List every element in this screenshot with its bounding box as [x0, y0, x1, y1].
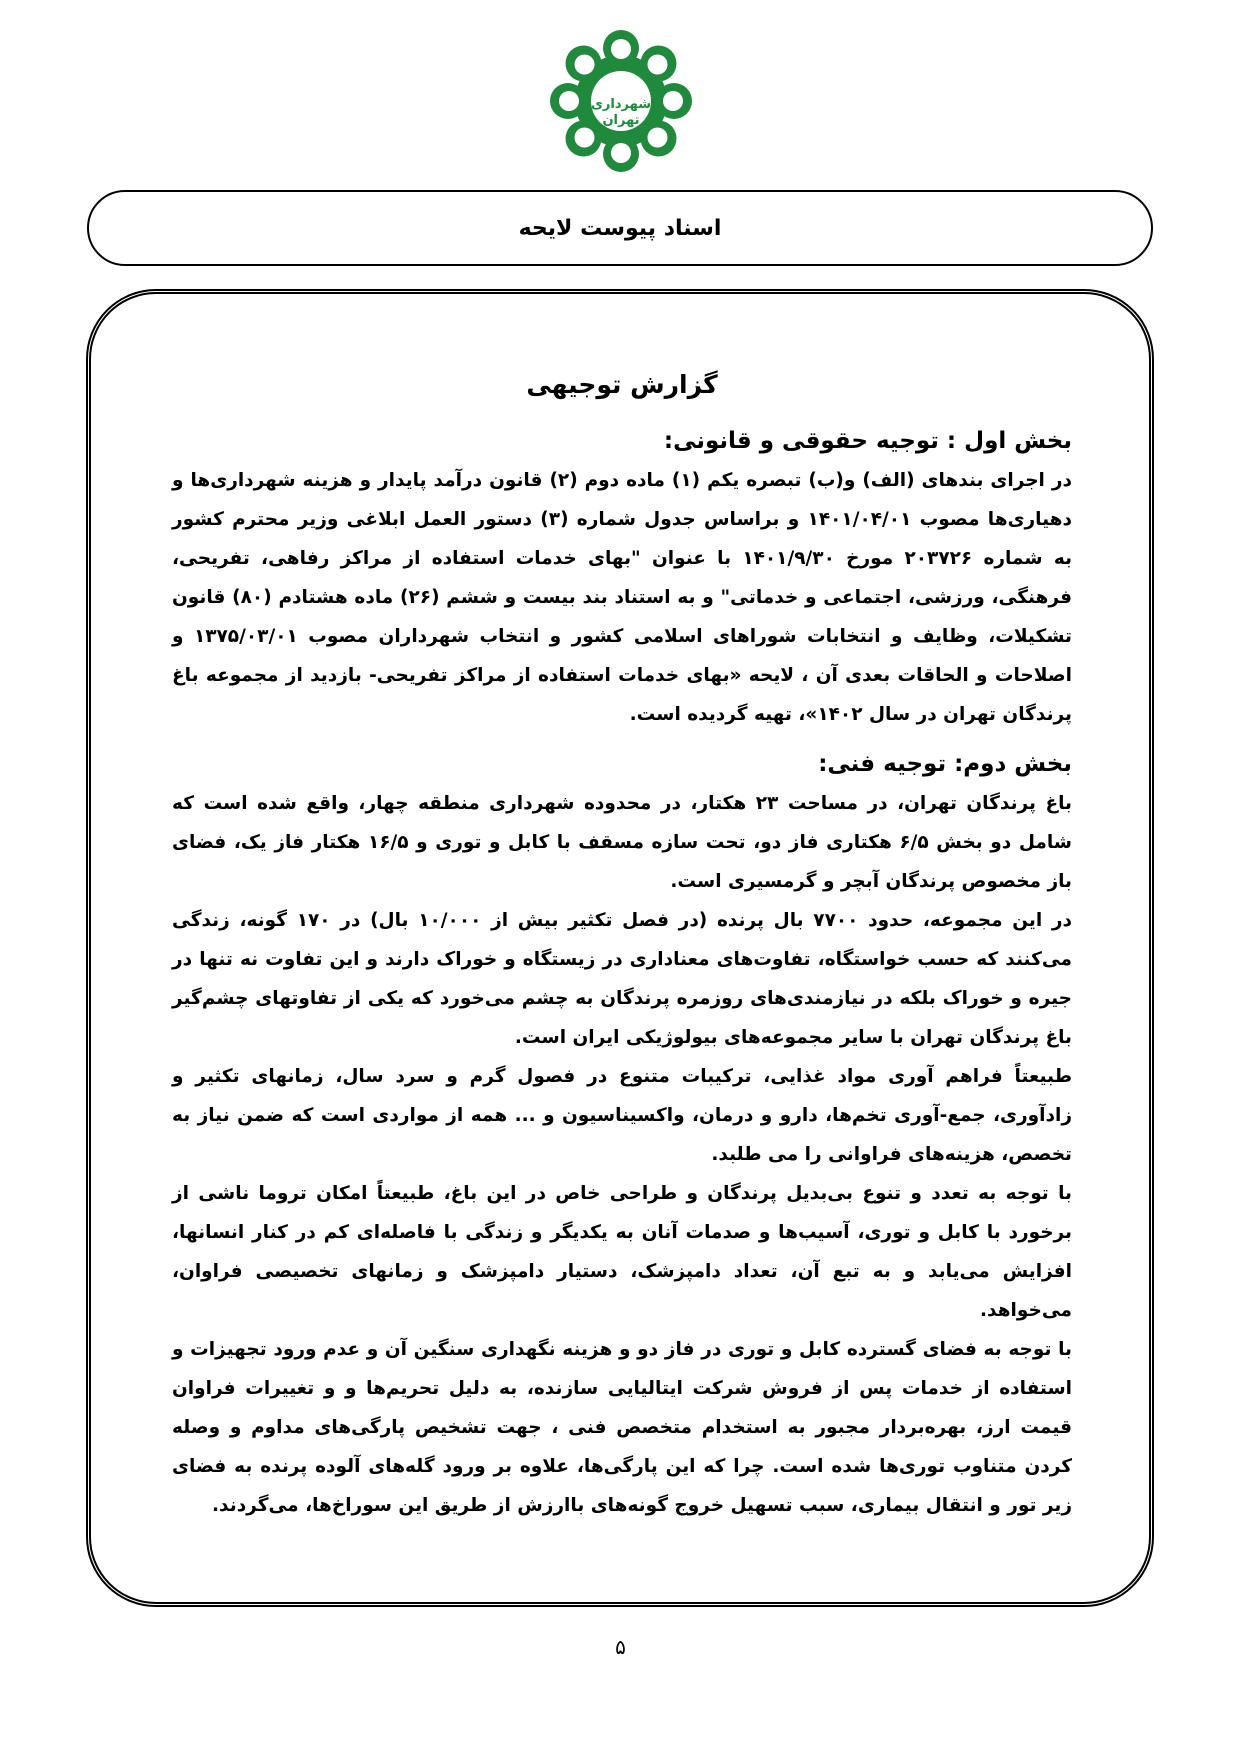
header-title: اسناد پیوست لایحه [518, 215, 722, 241]
report-body [172, 350, 1072, 1525]
section2-heading: بخش دوم: توجیه فنی: [818, 751, 1072, 777]
tehran-municipality-logo [548, 28, 694, 174]
page-number: ۵ [615, 1635, 626, 1659]
section2-paragraph: با توجه به فضای گسترده کابل و توری در فاز دو و هزینه نگهداری سنگین آن و عدم ورود تجهیزات و استفاده از خدمات پس از فروش شرکت ایتالیایی سازنده، به دلیل تحریم‌ها و و تغییرات فراوان قیمت ارز، بهره‌بردار مجبور به استخدام متخصص فنی ، جهت تشخیص پارگی‌های مداوم و وصله کردن متناوب توری‌ها شده است. چرا که این پارگی‌ها، علاوه بر ورود گله‌های آلوده پرنده به فضای زیر تور و انتقال بیماری، سبب تسهیل خروج گونه‌های باارزش از طریق این سوراخ‌ها، می‌گردند. [172, 1339, 1072, 1516]
section2-paragraph: در این مجموعه، حدود ۷۷۰۰ بال پرنده (در فصل تکثیر بیش از ۱۰/۰۰۰ بال) در ۱۷۰ گونه، زندگی می‌کنند که حسب خواستگاه، تفاوت‌های معناداری در زیستگاه و خوراک دارند و این تفاوت نه تنها در جیره و خوراک بلکه در نیازمندی‌های روزمره پرندگان به چشم می‌خورد که یکی از تفاوتهای چشم‌گیر باغ پرندگان تهران با سایر مجموعه‌های بیولوژیکی ایران است. [172, 910, 1072, 1048]
section2-paragraph: با توجه به تعدد و تنوع بی‌بدیل پرندگان و طراحی خاص در این باغ، طبیعتاً امکان تروما ناشی از برخورد با کابل و توری، آسیب‌ها و صدمات آنان به یکدیگر و زندگی با فاصله‌ای کم در کنار انسانها، افزایش می‌یابد و به تبع آن، تعداد دامپزشک، دستیار دامپزشک و زمانهای تخصیصی فراوان، می‌خواهد. [172, 1183, 1072, 1321]
section1-paragraph: در اجرای بندهای (الف) و(ب) تبصره یکم (۱) ماده دوم (۲) قانون درآمد پایدار و هزینه شهرداری‌ها و دهیاری‌ها مصوب ۱۴۰۱/۰۴/۰۱ و براساس جدول شماره (۳) دستور العمل ابلاغی وزیر محترم کشور به شماره ۲۰۳۷۲۶ مورخ ۱۴۰۱/۹/۳۰ با عنوان "بهای خدمات استفاده از مراکز رفاهی، تفریحی، فرهنگی، ورزشی، اجتماعی و خدماتی" و به استناد بند بیست و ششم (۲۶) ماده هشتادم (۸۰) قانون تشکیلات، وظایف و انتخابات شوراهای اسلامی کشور و انتخاب شهرداران مصوب ۱۳۷۵/۰۳/۰۱ و اصلاحات و الحاقات بعدی آن ، لایحه «بهای خدمات استفاده از مراکز تفریحی- بازدید از مجموعه باغ پرندگان تهران در سال ۱۴۰۲»، تهیه گردیده است. [172, 470, 1073, 725]
svg-text:تهران: تهران [602, 113, 640, 128]
section2-paragraph: باغ پرندگان تهران، در مساحت ۲۳ هکتار، در محدوده شهرداری منطقه چهار، واقع شده است که شامل دو بخش ۶/۵ هکتاری فاز دو، تحت سازه مسقف با کابل و توری و ۱۶/۵ هکتار فاز یک، فضای باز مخصوص پرندگان آبچر و گرمسیری است. [172, 793, 1072, 892]
section2-paragraph: طبیعتاً فراهم آوری مواد غذایی، ترکیبات متنوع در فصول گرم و سرد سال، زمانهای تکثیر و زادآوری، جمع-آوری تخم‌ها، دارو و درمان، واکسیناسیون و ... همه از مواردی است که ضمن نیاز به تخصص، هزینه‌های فراوانی را می طلبد. [172, 1066, 1072, 1165]
section1-heading: بخش اول : توجیه حقوقی و قانونی: [663, 428, 1072, 454]
svg-text:شهرداری: شهرداری [591, 97, 651, 112]
header-banner [87, 190, 1153, 266]
report-title: گزارش توجیهی [526, 370, 718, 399]
